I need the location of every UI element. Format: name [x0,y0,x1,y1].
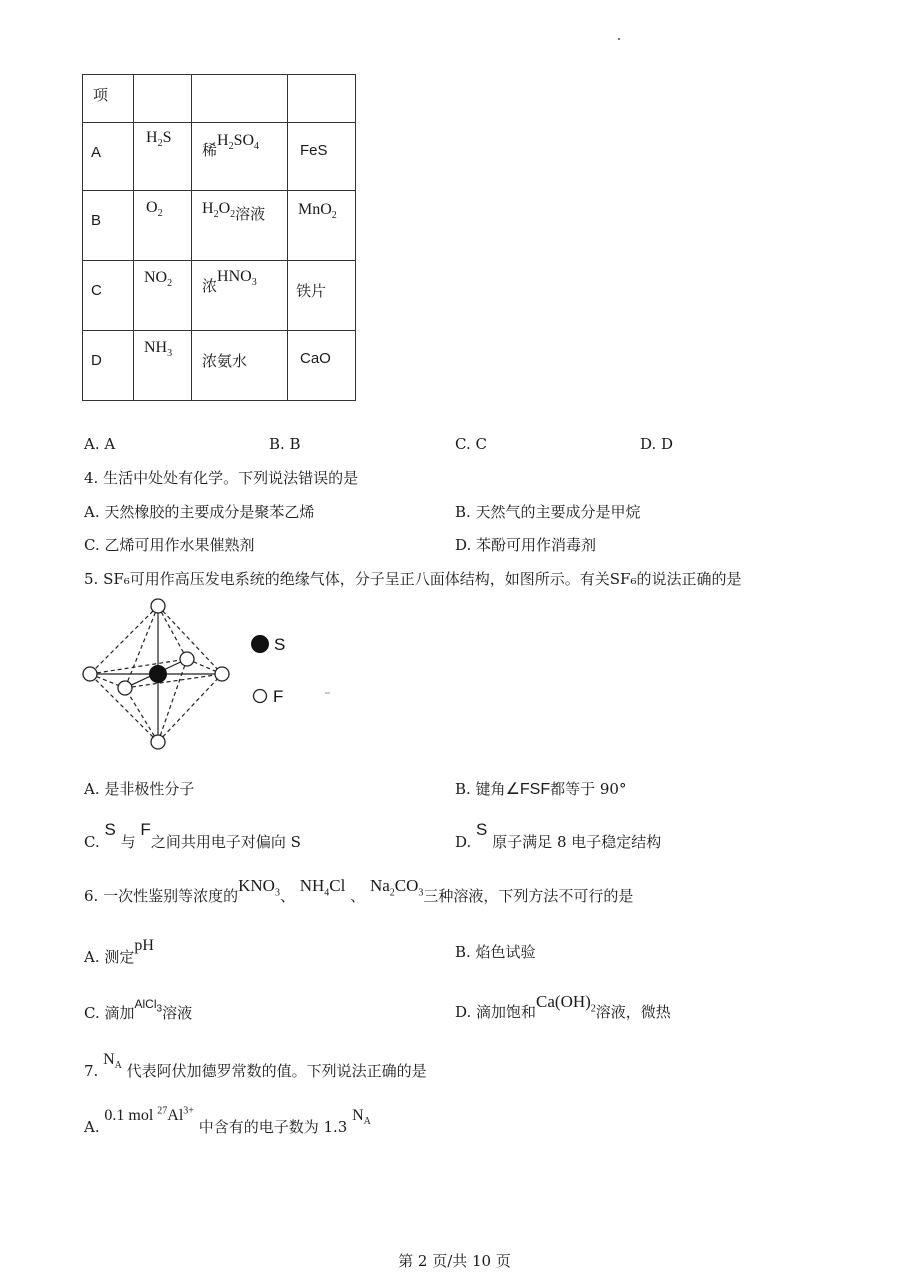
legend-s-label: S [274,635,286,654]
solid-cell: 铁片 [288,261,356,331]
legend-f-label: F [273,687,284,706]
table-row [83,123,356,191]
f-atom-right [215,667,229,681]
reagent-table [82,74,356,401]
f-atom-top [151,599,165,613]
f-atom-front [118,681,132,695]
table-row [83,191,356,261]
q5-option-a[interactable]: A. 是非极性分子 [84,780,195,798]
sf6-octahedron-diagram [75,595,335,755]
legend-s-dot [251,635,269,653]
solid-cell: MnO$_2$ [288,191,356,261]
q5-option-d[interactable]: D. S 原子满足 8 电子稳定结构 [455,820,662,851]
legend-f-dot [254,690,267,703]
q6-option-c[interactable]: C. 滴加$^{AlCl_3}$溶液 [84,997,193,1022]
q4-option-b[interactable]: B. 天然气的主要成分是甲烷 [455,503,641,521]
q4-option-a[interactable]: A. 天然橡胶的主要成分是聚苯乙烯 [84,503,315,521]
table-row [83,331,356,401]
s-atom-center [149,665,167,683]
solid-cell: FeS [288,123,356,191]
option-d[interactable]: D. D [640,435,674,453]
row-label: C [83,261,134,331]
page-footer: 第 2 页/共 10 页 [398,1252,511,1270]
row-label: B [83,191,134,261]
q6-option-d[interactable]: D. 滴加饱和$Ca(OH)_2$溶液，微热 [455,992,671,1021]
gas-cell: $H_2S$ [134,123,192,191]
q6-option-a[interactable]: A. 测定pH [84,937,154,966]
q5-option-c[interactable]: C. S 与 F之间共用电子对偏向 S [84,820,301,851]
option-a[interactable]: A. A [84,435,116,453]
table-header-cell [134,75,192,123]
liquid-cell: 浓氨水 [192,331,288,401]
liquid-cell: $H_2O_2$溶液 [192,191,288,261]
q4-option-d[interactable]: D. 苯酚可用作消毒剂 [455,536,597,554]
gas-cell: $NH_3$ [134,331,192,401]
q6-option-b[interactable]: B. 焰色试验 [455,943,536,961]
question-4-stem: 4. 生活中处处有化学。下列说法错误的是 [84,469,359,487]
liquid-cell: 稀$H_2SO_4$ [192,123,288,191]
f-atom-left [83,667,97,681]
option-c[interactable]: C. C [455,435,487,453]
q4-option-c[interactable]: C. 乙烯可用作水果催熟剂 [84,536,255,554]
f-atom-bottom [151,735,165,749]
gas-cell: $O_2$ [134,191,192,261]
stray-mark [618,38,620,40]
q5-option-b[interactable]: B. 键角∠FSF都等于 90° [455,780,627,798]
question-7-stem: 7. $N_A$ 代表阿伏加德罗常数的值。下列说法正确的是 [84,1051,427,1080]
row-label: A [83,123,134,191]
question-6-stem: 6. 一次性鉴别等浓度的$KNO_3$、 $NH_4Cl$ 、 $Na_2CO_3$三种溶液，下列方法不可行的是 [84,876,634,905]
table-header-cell: 项 [83,75,134,123]
q7-option-a[interactable]: A. 0.1 mol $^{27}Al^{3+}$ 中含有的电子数为 1.3 $N_A$ [84,1105,371,1136]
option-b[interactable]: B. B [269,435,301,453]
table-row [83,261,356,331]
gas-cell: $NO_2$ [134,261,192,331]
table-header-cell [288,75,356,123]
f-atom-back [180,652,194,666]
question-5-stem: 5. SF₆可用作高压发电系统的绝缘气体，分子呈正八面体结构，如图所示。有关SF₆的说法正确的是 [84,570,742,588]
liquid-cell: 浓$HNO_3$ [192,261,288,331]
row-label: D [83,331,134,401]
table-header-cell [192,75,288,123]
solid-cell: CaO [288,331,356,401]
